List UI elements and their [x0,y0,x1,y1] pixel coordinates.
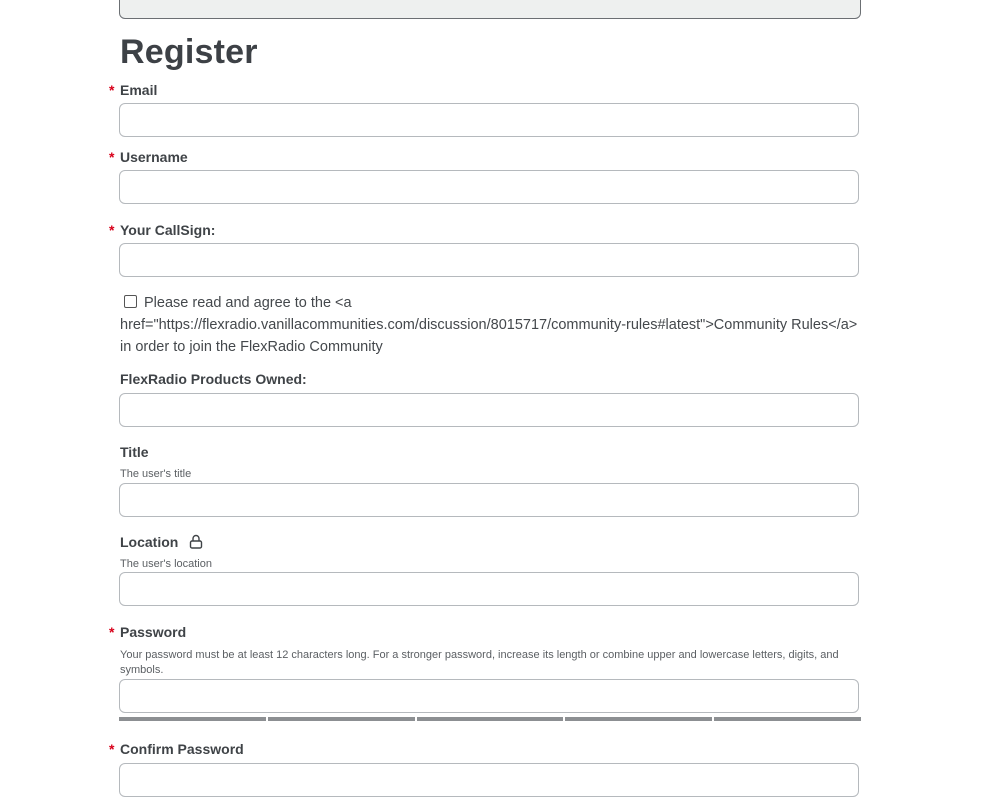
agree-checkbox[interactable] [124,295,137,308]
page-title: Register [120,33,258,71]
password-strength-meter [119,717,861,721]
required-asterisk: * [109,222,115,238]
password-input[interactable] [119,679,859,713]
title-input[interactable] [119,483,859,517]
username-input[interactable] [119,170,859,204]
required-asterisk: * [109,624,115,640]
products-label: FlexRadio Products Owned: [120,371,307,387]
strength-segment [417,717,564,721]
email-input[interactable] [119,103,859,137]
confirm-password-input[interactable] [119,763,859,797]
confirm-password-label: * Confirm Password [109,741,244,757]
required-asterisk: * [109,149,115,165]
strength-segment [565,717,712,721]
top-panel [119,0,861,19]
callsign-input[interactable] [119,243,859,277]
password-label: * Password [109,624,187,640]
community-rules-agreement [120,292,860,358]
required-asterisk: * [109,741,115,757]
strength-segment [714,717,861,721]
lock-icon [189,534,203,552]
title-label: Title [120,444,149,460]
products-input[interactable] [119,393,859,427]
username-label: * Username [109,149,188,165]
location-label: Location [120,534,203,552]
password-hint: Your password must be at least 12 characters long. For a stronger password, increase its length or combine upper and lowercase letters, digits, and symbols. [120,649,839,676]
agree-text: Please read and agree to the <a href="https://flexradio.vanillacommunities.com/discussion/8015717/community-rules#latest">Community Rules</a> in order to join the FlexRadio Community [120,295,858,355]
location-hint: The user's location [120,558,212,570]
callsign-label: * Your CallSign: [109,222,216,238]
required-asterisk: * [109,82,115,98]
strength-segment [268,717,415,721]
email-label: * Email [109,82,158,98]
title-hint: The user's title [120,468,192,480]
strength-segment [119,717,266,721]
location-input[interactable] [119,572,859,606]
